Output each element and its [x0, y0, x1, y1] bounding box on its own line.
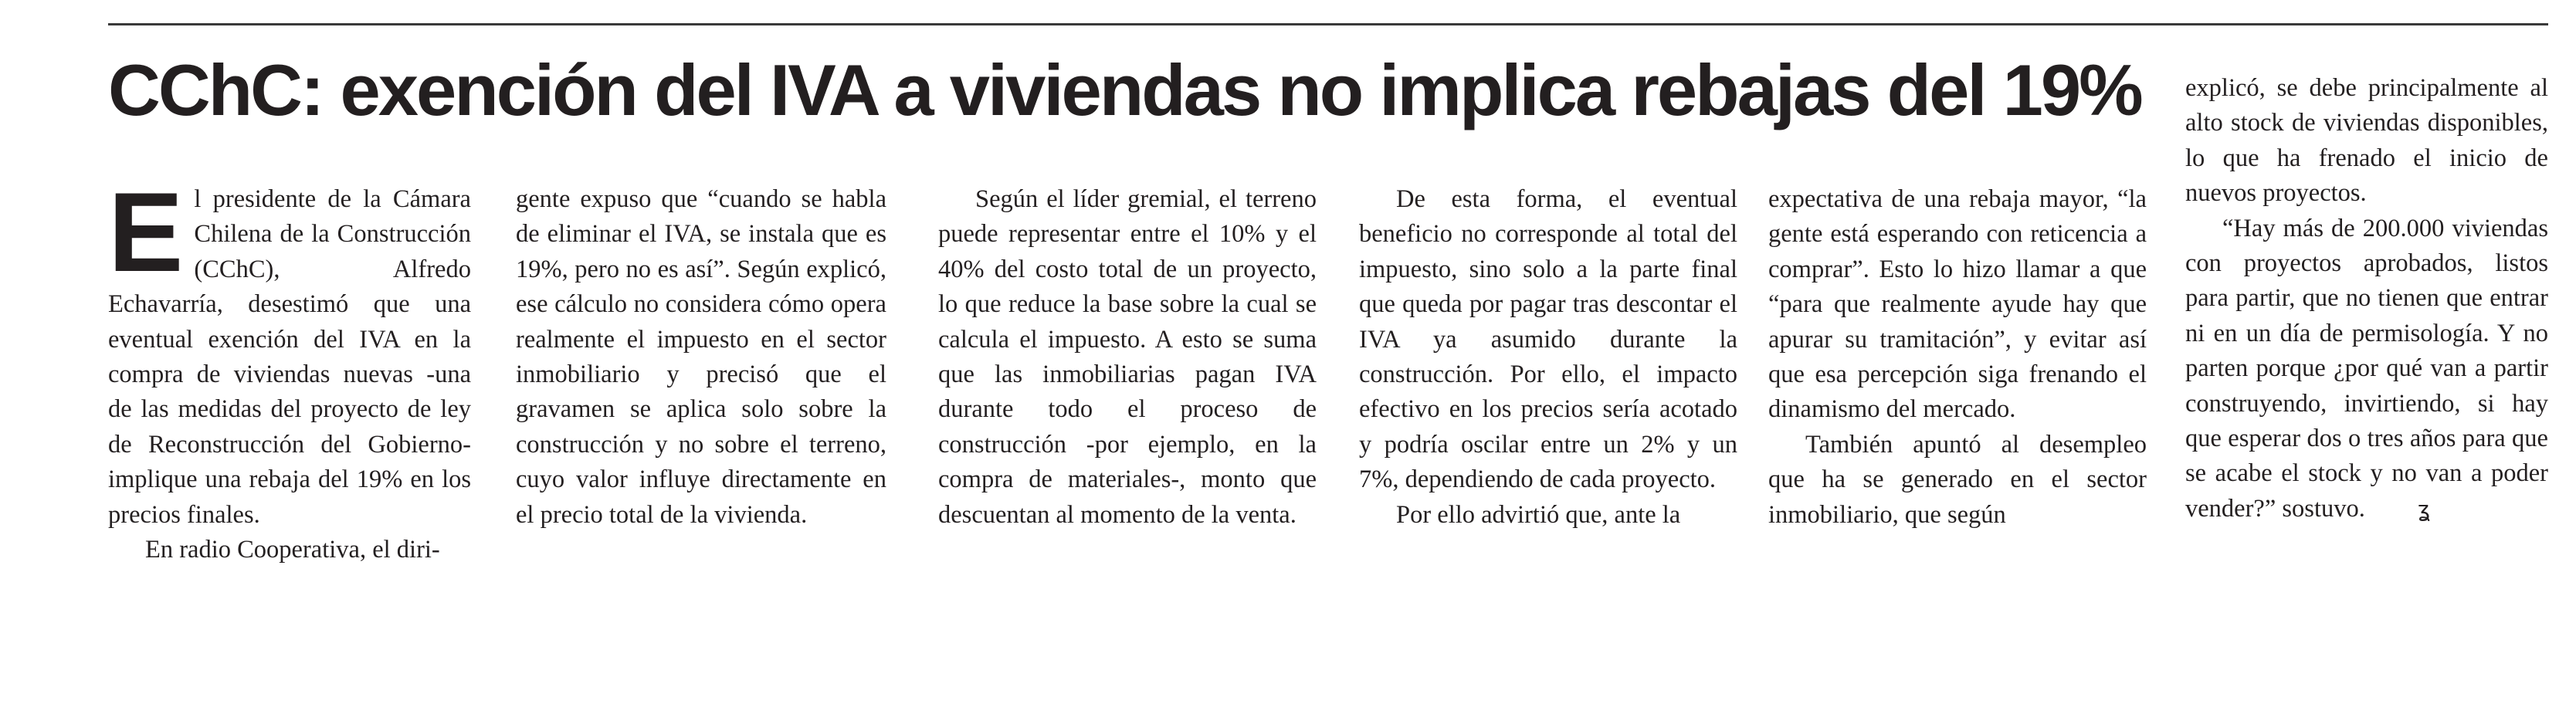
paragraph: Por ello advirtió que, ante la — [1396, 500, 1681, 529]
article-column-5 — [1768, 182, 2147, 533]
article-column-3 — [938, 182, 1317, 533]
paragraph: Según el líder gremial, el terreno puede representar entre el 10% y el 40% del costo total de un proyecto, lo que reduce la base sobre la cual se calcula el impuesto. A esto se suma que las inmobiliarias pagan IVA durante todo el proceso de construcción -por ejemplo, en la compra de materiales-, monto que descuentan al momento de la venta. — [938, 185, 1317, 529]
paragraph: gente expuso que “cuando se habla de eliminar el IVA, se instala que es 19%, pero no es así”. Según explicó, ese cálculo no considera cómo opera realmente el impuesto en el sector inmobiliario y precisó que el gravamen se aplica solo sobre la construcción y no sobre el terreno, cuyo valor influye directamente en el precio total de la vivienda. — [516, 185, 886, 529]
paragraph: expectativa de una rebaja mayor, “la gente está esperando con reticencia a comprar”. Esto lo hizo llamar a que “para que realmente ayude hay que apurar su tramitación”, y evitar así que esa percepción siga frenando el dinamismo del mercado. — [1768, 185, 2147, 424]
paragraph-text: “Hay más de 200.000 viviendas con proyectos aprobados, listos para partir, que no tienen que entrar ni en un día de permisología. Y no parten porque ¿por qué van a partir construyendo, invirtiendo, si hay que esperar dos o tres años para que se acabe el stock y no van a poder vender?” sostuvo. — [2185, 214, 2548, 523]
paragraph: También apuntó al desempleo que ha se generado en el sector inmobiliario, que según — [1768, 430, 2147, 529]
paragraph: En radio Cooperativa, el diri- — [145, 536, 440, 564]
top-rule — [108, 23, 2548, 25]
article-column-4 — [1359, 182, 1737, 533]
end-of-article-icon: ʓ — [2417, 496, 2431, 522]
paragraph — [108, 169, 471, 533]
article-column-1 — [108, 169, 471, 567]
paragraph — [2185, 212, 2548, 527]
article-column-2 — [516, 182, 886, 533]
article-column-6 — [2185, 71, 2548, 526]
drop-cap: E — [108, 169, 184, 295]
paragraph: explicó, se debe principalmente al alto stock de viviendas disponibles, lo que ha frenado el inicio de nuevos proyectos. — [2185, 74, 2548, 208]
paragraph-text: l presidente de la Cámara Chilena de la Construcción (CChC), Alfredo Echavarría, desestimó que una eventual exención del IVA en la compra de viviendas nuevas -una de las medidas del proyecto de ley de Reconstrucción del Gobierno- implique una rebaja del 19% en los precios finales. — [108, 185, 471, 529]
paragraph: De esta forma, el eventual beneficio no corresponde al total del impuesto, sino solo a la parte final que queda por pagar tras descontar el IVA ya asumido durante la construcción. Por ello, el impacto efectivo en los precios sería acotado y podría oscilar entre un 2% y un 7%, dependiendo de cada proyecto. — [1359, 185, 1737, 494]
headline: CChC: exención del IVA a viviendas no implica rebajas del 19% — [108, 49, 2141, 130]
